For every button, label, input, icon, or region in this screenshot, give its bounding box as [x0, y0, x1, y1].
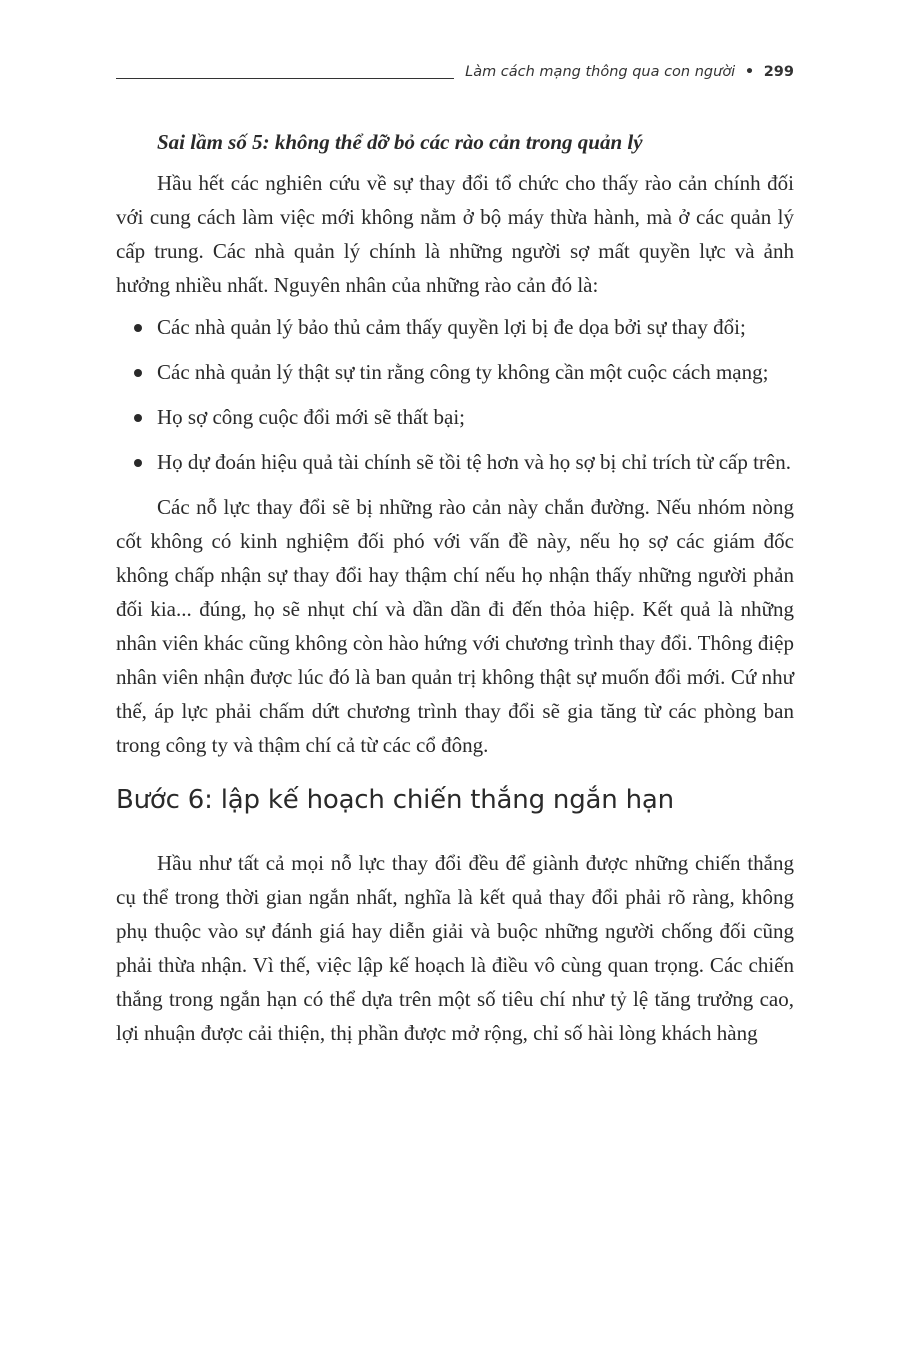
running-header-title: Làm cách mạng thông qua con người: [465, 64, 736, 80]
running-header: [116, 58, 794, 84]
paragraph-3: Hầu như tất cả mọi nỗ lực thay đổi đều để giành được những chiến thắng cụ thể trong thời gian ngắn nhất, nghĩa là kết quả thay đổi phải rõ ràng, không phụ thuộc vào sự đánh giá hay diễn giải và buộc những người chống đối cũng phải thừa nhận. Vì thế, việc lập kế hoạch là điều vô cùng quan trọng. Các chiến thắng trong ngắn hạn có thể dựa trên một số tiêu chí như tỷ lệ tăng trưởng cao, lợi nhuận được cải thiện, thị phần được mở rộng, chỉ số hài lòng khách hàng: [116, 851, 794, 1045]
header-text: [465, 64, 794, 80]
subheading: Sai lầm số 5: không thể dỡ bỏ các rào cản trong quản lý: [157, 130, 643, 154]
list-item: [116, 400, 794, 434]
paragraph-1: Hầu hết các nghiên cứu về sự thay đổi tổ chức cho thấy rào cản chính đối với cung cách làm việc mới không nằm ở bộ máy thừa hành, mà ở các quản lý cấp trung. Các nhà quản lý chính là những người sợ mất quyền lực và ảnh hưởng nhiều nhất. Nguyên nhân của những rào cản đó là:: [116, 171, 794, 297]
bullet-icon: [134, 324, 142, 332]
list-item-text: Các nhà quản lý thật sự tin rằng công ty không cần một cuộc cách mạng;: [157, 360, 769, 384]
bullet-icon: [134, 369, 142, 377]
list-item: [116, 355, 794, 389]
bullet-icon: [134, 459, 142, 467]
header-separator: •: [744, 64, 755, 80]
section-heading: Bước 6: lập kế hoạch chiến thắng ngắn hạn: [116, 785, 674, 815]
page-number: 299: [763, 64, 794, 80]
header-rule: [116, 78, 454, 79]
bullet-icon: [134, 414, 142, 422]
list-item: [116, 310, 794, 344]
paragraph-2: Các nỗ lực thay đổi sẽ bị những rào cản này chắn đường. Nếu nhóm nòng cốt không có kinh nghiệm đối phó với vấn đề này, nếu họ sợ các giám đốc không chấp nhận sự thay đổi hay thậm chí nếu họ nhận thấy những người phản đối kia... đúng, họ sẽ nhụt chí và dần dần đi đến thỏa hiệp. Kết quả là những nhân viên khác cũng không còn hào hứng với chương trình thay đổi. Thông điệp nhân viên nhận được lúc đó là ban quản trị không thật sự muốn đổi mới. Cứ như thế, áp lực phải chấm dứt chương trình thay đổi sẽ gia tăng từ các phòng ban trong công ty và thậm chí cả từ các cổ đông.: [116, 495, 794, 757]
list-item-text: Họ sợ công cuộc đổi mới sẽ thất bại;: [157, 405, 465, 429]
list-item-text: Họ dự đoán hiệu quả tài chính sẽ tồi tệ hơn và họ sợ bị chỉ trích từ cấp trên.: [157, 450, 791, 474]
list-item-text: Các nhà quản lý bảo thủ cảm thấy quyền lợi bị đe dọa bởi sự thay đổi;: [157, 315, 746, 339]
page-body: [116, 124, 794, 1050]
list-item: [116, 445, 794, 479]
bullet-list: [116, 310, 794, 479]
